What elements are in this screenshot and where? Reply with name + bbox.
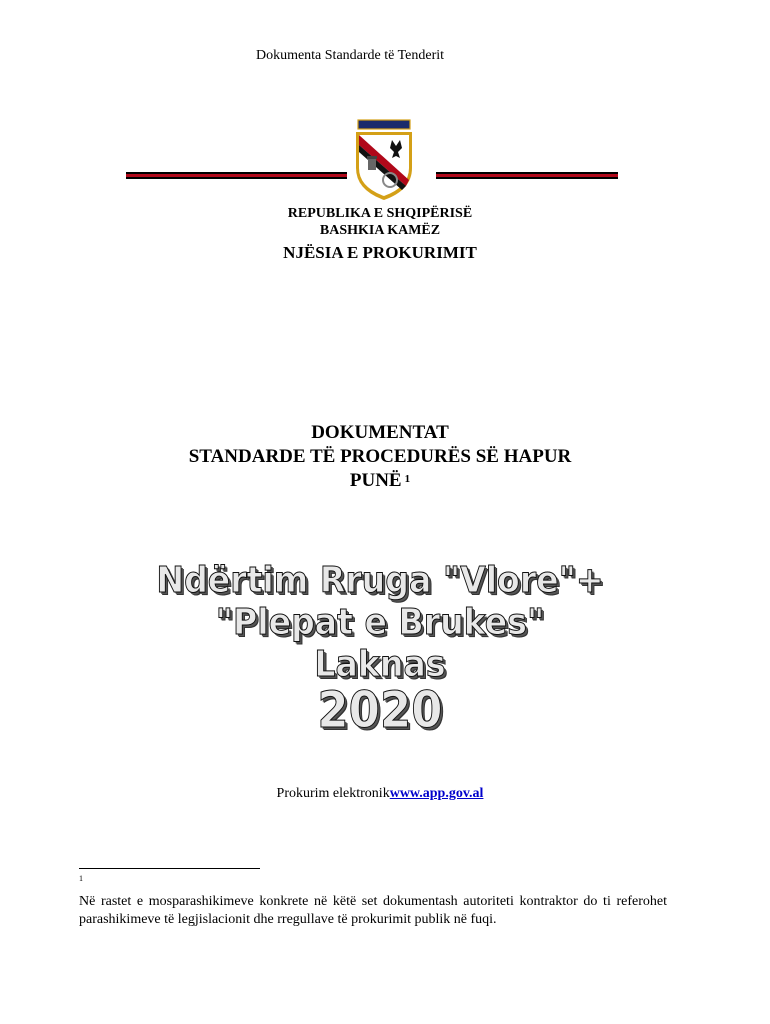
project-title <box>95 560 665 686</box>
issuing-agency <box>0 205 760 265</box>
footnote-text: Në rastet e mosparashikimeve konkrete në këtë set dokumentash autoriteti kontraktor do ti referohet parashikimeve të legjislacionit dhe rregullave të prokurimit publik në fuqi. <box>79 894 667 927</box>
municipality-coat-of-arms-icon <box>350 118 418 202</box>
footnote-separator <box>79 868 260 869</box>
footnote-reference[interactable]: 1 <box>404 473 411 485</box>
project-year: 2020 <box>317 681 443 739</box>
eprocurement-line <box>0 786 760 802</box>
running-header: Dokumenta Standarde të Tenderit <box>255 48 445 63</box>
municipality-name: BASHKIA KAMËZ <box>319 223 441 238</box>
emblem-row <box>0 112 770 202</box>
decorative-rule-left <box>126 172 347 179</box>
document-title-line2: STANDARDE TË PROCEDURËS SË HAPUR <box>188 446 572 467</box>
procurement-unit: NJËSIA E PROKURIMIT <box>283 243 477 262</box>
project-title-line2: Laknas <box>314 644 446 685</box>
document-title-line1: DOKUMENTAT <box>311 422 449 443</box>
document-title <box>0 421 760 493</box>
eprocurement-label: Prokurim elektronik <box>276 786 390 801</box>
document-title-line3: PUNË <box>349 470 402 491</box>
country-name: REPUBLIKA E SHQIPËRISË <box>287 206 473 221</box>
footnote-mark: 1 <box>79 874 83 883</box>
eprocurement-link[interactable]: www.app.gov.al <box>389 786 484 801</box>
decorative-rule-right <box>436 172 618 179</box>
project-title-line1: Ndërtim Rruga "Vlore"+ "Plepat e Brukes" <box>156 560 604 643</box>
